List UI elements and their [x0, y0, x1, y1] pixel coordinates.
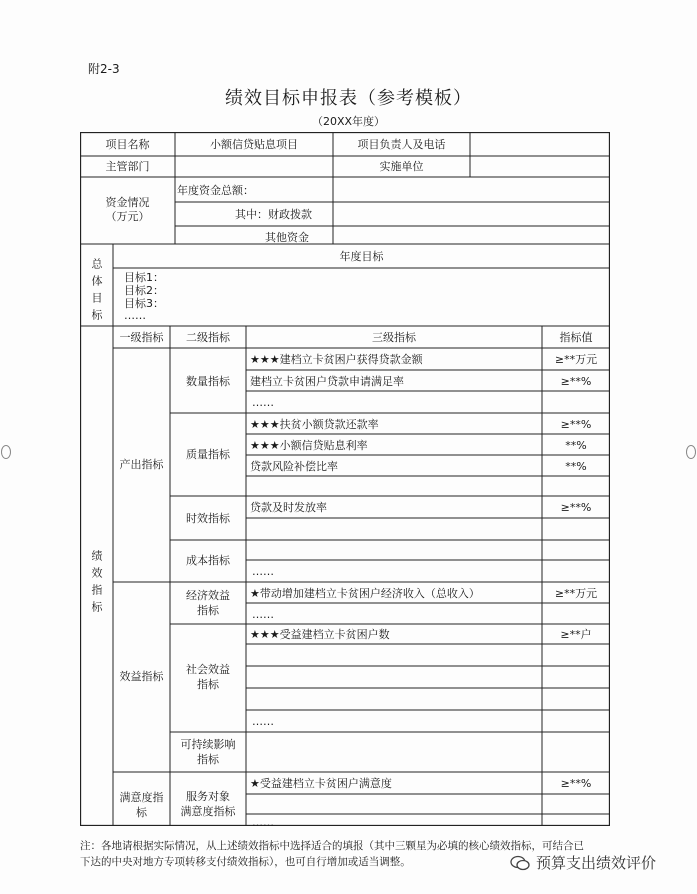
quality-item-1: ★★★扶贫小额贷款还款率	[250, 418, 379, 431]
page-title: 绩效目标申报表（参考模板）	[225, 88, 472, 109]
sustain-indicator-label-2: 指标	[197, 753, 219, 766]
service-satisfaction-label-2: 满意度指标	[180, 805, 236, 818]
owner-field	[472, 135, 608, 154]
dept-label: 主管部门	[105, 160, 150, 173]
satisfaction-value-1: ≥**%	[560, 777, 592, 790]
watermark-text: 预算支出绩效评价	[536, 854, 657, 872]
quality-indicator-label: 质量指标	[186, 448, 230, 461]
economic-item-1: ★带动增加建档立卡贫困户经济收入（总收入）	[250, 587, 480, 600]
quantity-item-more: ……	[252, 396, 274, 409]
benefit-indicator-label: 效益指标	[119, 670, 164, 683]
satisfaction-item-1: ★受益建档立卡贫困户满意度	[250, 777, 392, 790]
footnote-line-1: 注：各地请根据实际情况，从上述绩效指标中选择适合的填报（其中三颗星为必填的核心绩效指标，可结合已	[80, 840, 584, 852]
goal-item-1: 目标1：	[124, 271, 164, 284]
owner-label: 项目负责人及电话	[357, 138, 446, 151]
sustain-indicator-label: 可持续影响	[180, 738, 236, 751]
goals-side-label: 总体目标	[90, 258, 103, 326]
watermark	[510, 852, 656, 873]
quality-value-1: ≥**%	[560, 418, 592, 431]
satisfaction-indicator-label-2: 标	[136, 806, 147, 819]
goal-item-3: 目标3：	[124, 297, 164, 310]
satisfaction-item-more: ……	[252, 816, 274, 829]
funds-other-label: 其他资金	[265, 231, 309, 244]
goal-item-2: 目标2：	[124, 284, 164, 297]
left-binding-mark	[1, 445, 11, 459]
funds-fiscal-label: 其中：财政拨款	[235, 208, 312, 221]
economic-value-1: ≥**万元	[554, 587, 598, 600]
social-indicator-label: 社会效益	[186, 663, 230, 676]
quality-item-2: ★★★小额信贷贴息利率	[250, 439, 368, 452]
funds-total-label: 年度资金总额：	[177, 184, 254, 197]
goal-item-more: ……	[124, 309, 146, 322]
appendix-label: 附2-3	[88, 62, 120, 76]
footnote-line-2: 下达的中央对地方专项转移支付绩效指标），也可自行增加或适当调整。	[80, 856, 411, 868]
quality-value-2: **%	[565, 439, 587, 452]
unit-label: 实施单位	[379, 160, 424, 173]
timeliness-indicator-label: 时效指标	[186, 512, 230, 525]
project-name-value: 小额信贷贴息项目	[210, 138, 298, 151]
performance-table	[80, 132, 610, 829]
table-grid-lines	[80, 132, 610, 826]
quantity-indicator-label: 数量指标	[186, 375, 230, 388]
social-item-1: ★★★受益建档立卡贫困户数	[250, 628, 390, 641]
social-indicator-label-2: 指标	[197, 678, 219, 691]
project-name-label: 项目名称	[105, 138, 150, 151]
economic-item-more: ……	[252, 608, 274, 621]
service-satisfaction-label: 服务对象	[186, 790, 230, 803]
output-indicator-label: 产出指标	[119, 458, 164, 471]
timeliness-value-1: ≥**%	[560, 501, 592, 514]
economic-indicator-label-2: 指标	[197, 604, 219, 617]
funds-unit: （万元）	[105, 210, 150, 223]
cost-indicator-label: 成本指标	[186, 554, 230, 567]
quantity-item-1: ★★★建档立卡贫困户获得贷款金额	[250, 353, 423, 366]
year-label: （20XX年度）	[311, 115, 386, 128]
col-value-header: 指标值	[559, 331, 593, 344]
timeliness-item-1: 贷款及时发放率	[250, 501, 327, 514]
col-level3-header: 三级指标	[372, 331, 416, 344]
funds-label: 资金情况	[105, 196, 150, 209]
goals-header: 年度目标	[339, 250, 384, 263]
social-value-1: ≥**户	[560, 628, 592, 641]
economic-indicator-label: 经济效益	[186, 589, 230, 602]
indicators-side-label: 绩效指标	[90, 550, 103, 618]
quality-item-3: 贷款风险补偿比率	[250, 460, 338, 473]
satisfaction-indicator-label: 满意度指	[119, 791, 164, 804]
quality-value-3: **%	[565, 460, 587, 473]
col-level2-header: 二级指标	[186, 331, 230, 344]
quantity-item-2: 建档立卡贫困户贷款申请满足率	[250, 375, 404, 388]
social-item-more: ……	[252, 715, 274, 728]
chat-bubble-icon	[510, 855, 530, 871]
quantity-value-2: ≥**%	[560, 375, 592, 388]
quantity-value-1: ≥**万元	[554, 353, 598, 366]
col-level1-header: 一级指标	[119, 331, 164, 344]
right-binding-mark	[686, 445, 696, 459]
cost-item-more: ……	[252, 565, 274, 578]
